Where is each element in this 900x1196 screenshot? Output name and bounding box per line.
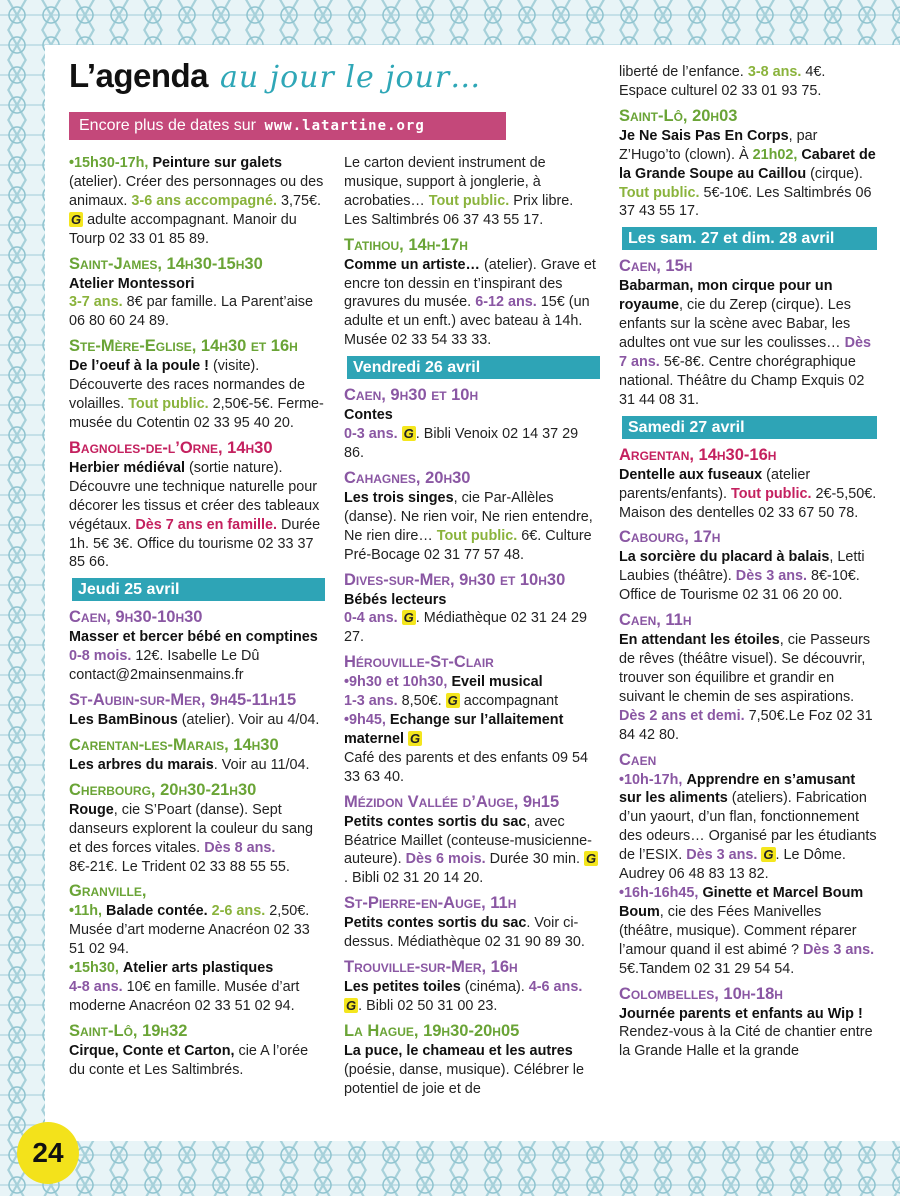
event-location: Colombelles, 10h-18h [619, 984, 783, 1003]
day-header: Les sam. 27 et dim. 28 avril [619, 227, 877, 250]
event-text: . Bibli 02 50 31 00 23. [358, 998, 498, 1014]
agenda-column-2 [344, 154, 600, 1104]
event-text: 7,50€.Le Foz 02 31 84 42 80. [619, 707, 873, 743]
event-text: 15€ (un adulte et un enft.) avec bateau à 14h. Musée 02 33 54 33 33. [344, 294, 590, 349]
event-title: Contes [344, 407, 393, 424]
event-text: 2,50€-5€. Ferme-musée du Cotentin 02 33 95 40 20. [69, 396, 324, 431]
event-text: Durée 30 min. [489, 851, 580, 868]
event-location: St-Pierre-en-Auge, 11h [344, 894, 517, 913]
event-text: liberté de l’enfance. [619, 64, 744, 80]
event-title: Peinture sur galets [152, 155, 282, 171]
event-location: Bagnoles-de-l’Orne, 14h30 [69, 438, 273, 457]
event-text: (cinéma). [464, 979, 525, 996]
event-title: Bébés lecteurs [344, 591, 447, 608]
event-location: Saint-James, 14h30-15h30 [69, 254, 263, 273]
free-badge-icon: G [763, 847, 774, 863]
banner-text: Encore plus de dates sur [79, 117, 256, 134]
event-text: , avec Béatrice Maillet (conteuse-musicienne-auteure). [344, 813, 592, 868]
event-age: 6-12 ans. [475, 294, 537, 311]
event-location: Saint-Lô, 20h03 [619, 106, 738, 125]
event-title: Masser et bercer bébé en comptines [69, 629, 318, 646]
event-text: (poésie, danse, musique). Célébrer le potentiel de joie et de [344, 1061, 584, 1097]
event-age: 3-8 ans. [747, 64, 802, 80]
event-text: . Bibli 02 31 20 14 20. [344, 870, 484, 887]
event-age: Tout public. [731, 485, 812, 502]
event-text: . Bibli Venoix 02 14 37 29 86. [344, 426, 579, 461]
event-item [344, 1021, 600, 1099]
event-age: 2-6 ans. [211, 903, 266, 920]
event-text: (cirque). [810, 165, 863, 182]
event-text: Rendez-vous à la Cité de chantier entre la Grande Halle et la grande [619, 1024, 873, 1060]
event-item [619, 610, 877, 744]
event-location: Carentan-les-Marais, 14h30 [69, 735, 279, 754]
event-item [619, 527, 877, 605]
event-location: Mézidon Vallée d’Auge, 9h15 [344, 792, 560, 811]
page-title: L’agenda [69, 57, 209, 94]
event-title: Rouge [69, 801, 114, 818]
event-location: Caen, 11h [619, 611, 692, 630]
event-item [619, 984, 877, 1062]
event-text: cie A l’orée du conte et Les Saltimbrés. [69, 1042, 309, 1078]
event-text: (atelier). Voir au 4/04. [181, 712, 320, 729]
event-age: Dès 3 ans. [802, 941, 875, 958]
page-header [69, 57, 481, 107]
event-location: Caen [619, 750, 657, 769]
event-item [344, 893, 600, 952]
event-age: 3-6 ans accompagné. [131, 192, 277, 209]
event-text: 10€ en famille. Musée d’art moderne Anacréon 02 33 51 02 94. [69, 979, 300, 1014]
event-location: Ste-Mère-Eglise, 14h30 et 16h [69, 337, 298, 356]
free-badge-icon: G [71, 211, 82, 227]
event-location: St-Aubin-sur-Mer, 9h45-11h15 [69, 691, 297, 710]
event-item [69, 336, 325, 433]
event-text: (visite). Découverte des races normandes de volailles. [69, 358, 305, 413]
event-title: Apprendre en s’amusant sur les aliments [619, 771, 856, 807]
free-badge-icon: G [447, 693, 458, 709]
event-age: Dès 3 ans. [686, 847, 758, 864]
event-item [69, 1021, 325, 1080]
event-text: 5€-8€. Centre chorégraphique national. Théâtre du Champ Exquis 02 31 44 08 31. [619, 353, 865, 408]
event-title: Atelier Montessori [69, 275, 195, 292]
agenda-column-1 [69, 154, 325, 1085]
event-item [69, 607, 325, 685]
event-age: 4-8 ans. [69, 979, 123, 996]
day-header: Samedi 27 avril [619, 416, 877, 439]
event-title: Petits contes sortis du sac [344, 915, 527, 932]
event-text: adulte accompagnant. Manoir du Tourp 02 33 01 85 89. [69, 211, 297, 247]
free-badge-icon: G [403, 426, 414, 442]
event-title: Dentelle aux fuseaux [619, 466, 763, 483]
event-age: Tout public. [619, 184, 700, 201]
event-title: Cirque, Conte et Carton, [69, 1042, 235, 1059]
event-item [344, 570, 600, 648]
event-text: accompagnant [463, 693, 559, 710]
event-age: Dès 6 mois. [405, 851, 486, 868]
event-item [69, 780, 325, 877]
event-title: Journée parents et enfants au Wip ! [619, 1005, 863, 1022]
event-text: 12€. Isabelle Le Dû contact@2mainsenmains.fr [69, 648, 260, 684]
event-title: La sorcière du placard à balais [619, 549, 830, 566]
event-item [344, 385, 600, 463]
website-link[interactable]: www.latartine.org [264, 118, 425, 134]
page-subtitle: au jour le jour… [220, 60, 482, 95]
event-text: , cie Passeurs de rêves (théâtre visuel). Se découvrir, trouver son équilibre et grandir en suivant le chemin de ses aspirations. [619, 632, 871, 705]
event-title: Cabaret de la Grande Soupe au Caillou [619, 146, 876, 182]
event-item [619, 445, 877, 523]
event-text: 8€-10€. Office de Tourisme 02 31 06 20 00. [619, 568, 860, 604]
event-location: Cahagnes, 20h30 [344, 468, 471, 487]
event-age: 3-7 ans. [69, 294, 123, 311]
event-text: , Letti Laubies (théâtre). [619, 549, 865, 585]
free-badge-icon: G [410, 730, 421, 746]
event-text: (atelier parents/enfants). [619, 466, 811, 502]
event-text: 8€ par famille. La Parent’aise 06 80 60 24 89. [69, 294, 313, 330]
event-location: Caen, 9h30-10h30 [69, 608, 203, 627]
event-text: 8,50€. [401, 693, 442, 710]
event-text: (ateliers). Fabrication d’un yaourt, d’un flan, fonctionnement des odeurs… Organisé par les étudiants de l’ESIX. [619, 790, 877, 864]
event-location: Argentan, 14h30-16h [619, 445, 777, 464]
event-item [344, 957, 600, 1016]
page-number: 24 [17, 1122, 79, 1184]
event-age: Dès 8 ans. [204, 839, 276, 856]
event-age: 0-4 ans. [344, 610, 398, 627]
event-item [344, 468, 600, 565]
event-item [344, 235, 600, 351]
event-title: Babarman, mon cirque pour un royaume [619, 278, 833, 314]
event-time: •11h, [69, 903, 103, 920]
event-title: Les arbres du marais [69, 756, 214, 773]
event-item [69, 254, 325, 332]
event-time: •9h45, [344, 712, 386, 729]
event-title: Je Ne Sais Pas En Corps [619, 127, 789, 144]
event-title: Atelier arts plastiques [122, 960, 274, 977]
event-title: De l’oeuf à la poule ! [69, 358, 209, 375]
event-text: 8€-21€. Le Trident 02 33 88 55 55. [69, 858, 290, 875]
website-banner [69, 112, 506, 140]
event-time: •9h30 et 10h30, [344, 674, 448, 691]
event-text: (sortie nature). Découvre une technique naturelle pour décorer les tissus et créer des tableaux végétaux. [69, 459, 320, 533]
event-age: Tout public. [128, 396, 209, 413]
event-item [619, 63, 877, 101]
event-location: Saint-Lô, 19h32 [69, 1021, 188, 1040]
event-title: Les BamBinous [69, 712, 178, 729]
event-location: Cabourg, 17h [619, 528, 721, 547]
event-title: Echange sur l’allaitement maternel [344, 712, 564, 747]
event-item [344, 792, 600, 889]
event-age: 1-3 ans. [344, 693, 398, 710]
event-item [619, 106, 877, 222]
event-text: 4€. Espace culturel 02 33 01 93 75. [619, 64, 826, 99]
event-title: Eveil musical [451, 674, 543, 691]
event-time: •16h-16h45, [619, 885, 699, 901]
event-location: Caen, 9h30 et 10h [344, 386, 479, 405]
event-text: Prix libre. Les Saltimbrés 06 37 43 55 17. [344, 192, 574, 228]
event-item [619, 256, 877, 409]
event-title: Comme un artiste… [344, 256, 480, 273]
event-title: La puce, le chameau et les autres [344, 1042, 573, 1059]
event-item [69, 881, 325, 1015]
event-time: •10h-17h, [619, 771, 683, 788]
event-text: , cie S’Poart (danse). Sept danseurs explorent la couleur du sang et des forces vitales. [69, 801, 314, 856]
event-age: Dès 7 ans en famille. [135, 516, 277, 533]
event-title: Herbier médiéval [69, 459, 185, 476]
event-text: , cie Par-Allèles (danse). Ne rien voir, Ne rien entendre, Ne rien dire… [344, 489, 593, 544]
free-badge-icon: G [346, 998, 357, 1013]
event-text: Le carton devient instrument de musique, support à jonglerie, à acrobaties… [344, 155, 546, 209]
event-time: •15h30-17h, [69, 155, 149, 171]
event-item [344, 154, 600, 230]
event-item [619, 750, 877, 979]
event-location: Hérouville-St-Clair [344, 653, 494, 672]
event-item [69, 690, 325, 730]
event-text: Durée 1h. 5€ 3€. Office du tourisme 02 33 37 85 66. [69, 516, 321, 571]
event-text: (atelier). Créer des personnages ou des animaux. [69, 173, 324, 209]
event-location: Granville, [69, 882, 147, 901]
event-title: Petits contes sortis du sac [344, 813, 527, 830]
event-age: 0-8 mois. [69, 648, 132, 665]
event-text: . Voir au 11/04. [213, 756, 310, 773]
event-age: Dès 7 ans. [619, 335, 871, 370]
event-title: En attendant les étoiles [619, 632, 780, 649]
event-title: Ginette et Marcel Boum Boum [619, 885, 864, 920]
event-item [69, 154, 325, 249]
event-text: 6€. Culture Pré-Bocage 02 31 77 57 48. [344, 527, 592, 563]
agenda-column-3 [619, 63, 877, 1066]
event-text: Café des parents et des enfants 09 54 33 63 40. [344, 749, 589, 785]
event-age: Tout public. [436, 527, 518, 544]
event-text: (atelier). Grave et encre ton dessin en t’inspirant des gravures du musée. [344, 256, 596, 311]
event-text: . Le Dôme. Audrey 06 48 83 13 82. [619, 847, 846, 883]
event-location: Trouville-sur-Mer, 16h [344, 958, 518, 977]
event-text: , cie du Zerep (cirque). Les enfants sur la scène avec Babar, les adultes ont vue sur les coulisses… [619, 297, 851, 352]
event-item [69, 438, 325, 572]
event-location: Dives-sur-Mer, 9h30 et 10h30 [344, 570, 566, 589]
event-age: 0-3 ans. [344, 426, 398, 443]
event-age: Tout public. [428, 192, 510, 209]
event-text: 5€-10€. Les Saltimbrés 06 37 43 55 17. [619, 184, 872, 220]
event-age: 4-6 ans. [528, 979, 583, 996]
agenda-page [45, 45, 900, 1141]
event-text: 2,50€. Musée d’art moderne Anacréon 02 33 51 02 94. [69, 903, 310, 958]
event-text: 2€-5,50€. Maison des dentelles 02 33 67 50 78. [619, 485, 877, 521]
event-text: . Médiathèque 02 31 24 29 27. [344, 610, 587, 646]
event-text: , cie des Fées Manivelles (théâtre, musique). Comment réparer l’amour quand il est abimé ? [619, 903, 857, 958]
event-time: •15h30, [69, 960, 119, 977]
event-item [69, 735, 325, 775]
event-text: 3,75€. [280, 192, 321, 209]
event-location: La Hague, 19h30-20h05 [344, 1021, 520, 1040]
event-location: Tatihou, 14h-17h [344, 235, 468, 254]
day-header: Vendredi 26 avril [344, 356, 600, 379]
event-title: Les trois singes [344, 489, 454, 506]
event-text: 5€.Tandem 02 31 29 54 54. [619, 960, 795, 977]
event-age: Dès 3 ans. [735, 568, 807, 585]
day-header: Jeudi 25 avril [69, 578, 325, 601]
event-text: . Voir ci-dessus. Médiathèque 02 31 90 89 30. [344, 915, 585, 951]
event-time: 21h02, [752, 146, 798, 163]
free-badge-icon: G [403, 610, 414, 626]
event-location: Caen, 15h [619, 257, 693, 276]
free-badge-icon: G [586, 851, 597, 867]
event-age: Dès 2 ans et demi. [619, 707, 745, 724]
event-location: Cherbourg, 20h30-21h30 [69, 780, 257, 799]
event-title: Les petites toiles [344, 979, 461, 996]
event-item [344, 652, 600, 786]
event-title: Balade contée. [106, 903, 208, 920]
event-text: , par Z’Hugo’to (clown). À [619, 127, 818, 163]
